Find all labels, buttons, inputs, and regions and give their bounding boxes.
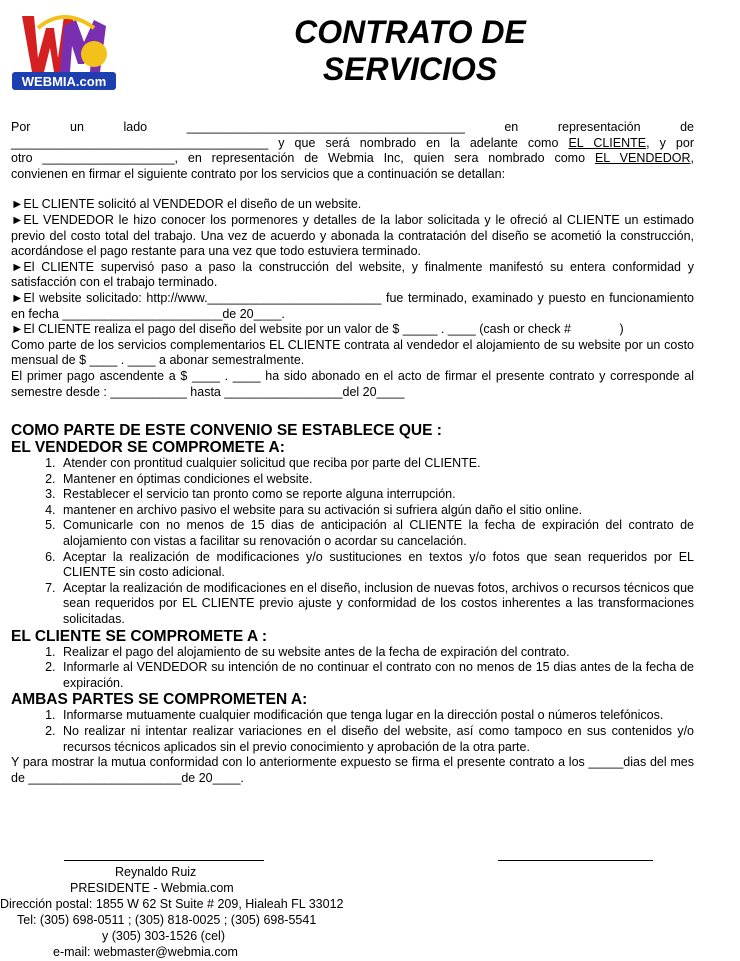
clause-paragraph: ►EL CLIENTE solicitó al VENDEDOR el diseño de un website. <box>11 197 362 212</box>
list-item: 1. Realizar el pago del alojamiento de su website antes de la fecha de expiración del contrato. <box>59 645 694 661</box>
clause-paragraph: Como parte de los servicios complementarios EL CLIENTE contrata al vendedor el alojamiento de su website por un costo mensual de $ ____ . ____ a abonar semestralmente. <box>11 337 694 368</box>
list-item: 5. Comunicarle con no menos de 15 dias de anticipación al CLIENTE la fecha de expiración del contrato de alojamiento con vistas a facilitar su renovación o acordar su cancelación. <box>59 518 694 549</box>
webmia-logo <box>8 6 120 96</box>
vendedor-heading: EL VENDEDOR SE COMPROMETE A: <box>11 439 285 457</box>
list-item: 2. Informarle al VENDEDOR su intención de no continuar el contrato con no menos de 15 dias antes de la fecha de expiración. <box>59 660 694 691</box>
telephones: Tel: (305) 698-0511 ; (305) 818-0025 ; (305) 698-5541 <box>17 913 317 927</box>
cellphone: y (305) 303-1526 (cel) <box>102 929 225 943</box>
intro-line-3: otro ___________________, en representación de Webmia Inc, quien sera nombrado como EL VENDEDOR, <box>11 151 694 166</box>
list-item: 2. No realizar ni intentar realizar variaciones en el diseño del website, así como tampoco en sus contenidos y/o recursos técnicos aplicados sin el previo conocimiento y aprobación de la otra parte. <box>59 724 694 755</box>
clause-paragraph: ►El CLIENTE realiza el pago del diseño del website por un valor de $ _____ . ____ (cash or check # ) <box>11 322 624 337</box>
list-item: 3. Restablecer el servicio tan pronto como se reporte alguna interrupción. <box>59 487 694 503</box>
list-item: 2. Mantener en óptimas condiciones el website. <box>59 472 694 488</box>
title-line-1: CONTRATO DE <box>294 14 526 50</box>
list-item: 1. Atender con prontitud cualquier solicitud que reciba por parte del CLIENTE. <box>59 456 694 472</box>
document-title <box>250 14 570 88</box>
signature-line-cliente <box>498 860 653 861</box>
closing-paragraph: Y para mostrar la mutua conformidad con lo anteriormente expuesto se firma el presente contrato a los _____dias del mes de ______________________de 20____. <box>11 755 694 785</box>
title-line-2: SERVICIOS <box>322 51 498 87</box>
clause-paragraph: ►El website solicitado: http://www._________________________ fue terminado, examinado y puesto en funcionamiento en fecha _______________________de 20____. <box>11 290 694 321</box>
signer-role: PRESIDENTE - Webmia.com <box>70 881 234 895</box>
logo-dot <box>81 41 107 67</box>
list-item: 6. Aceptar la realización de modificaciones y/o sustituciones en textos y/o fotos que sean requeridos por EL CLIENTE sin costo adicional. <box>59 550 694 581</box>
el-vendedor-term: EL VENDEDOR <box>594 151 691 166</box>
intro-line-4: convienen en firmar el siguiente contrato por los servicios que a continuación se detallan: <box>11 166 506 181</box>
signature-line-vendedor <box>64 860 264 861</box>
cliente-list <box>11 645 694 692</box>
ambas-heading: AMBAS PARTES SE COMPROMETEN A: <box>11 691 308 709</box>
intro-line-1: Por un lado ________________________________________ en representación de <box>11 120 694 134</box>
list-item: 4. mantener en archivo pasivo el website para su activación si sufriera algún daño el sitio online. <box>59 503 694 519</box>
convenio-heading: COMO PARTE DE ESTE CONVENIO SE ESTABLECE QUE : <box>11 422 442 440</box>
contract-body <box>11 120 694 786</box>
logo-text: WEBMIA.com <box>21 74 107 89</box>
email: e-mail: webmaster@webmia.com <box>53 945 238 959</box>
postal-address: Dirección postal: 1855 W 62 St Suite # 209, Hialeah FL 33012 <box>0 897 344 911</box>
ambas-list <box>11 708 694 755</box>
list-item: 7. Aceptar la realización de modificaciones en el diseño, inclusion de nuevas fotos, archivos o recursos técnicos que sean requeridos por EL CLIENTE previo ajuste y conformidad de los costos inherentes a las transformaciones solicitadas. <box>59 581 694 628</box>
el-cliente-term: EL CLIENTE <box>568 135 647 150</box>
signature-block <box>0 864 410 960</box>
clause-paragraph: ►El CLIENTE supervisó paso a paso la construcción del website, y finalmente manifestó su entera conformidad y satisfacción con el trabajo terminado. <box>11 259 694 290</box>
intro-line-2: _____________________________________ y que será nombrado en la adelante como EL CLIENTE, y por <box>11 135 694 150</box>
vendedor-list <box>11 456 694 628</box>
signer-name: Reynaldo Ruiz <box>115 865 197 879</box>
list-item: 1. Informarse mutuamente cualquier modificación que tenga lugar en la dirección postal o números telefónicos. <box>59 708 694 724</box>
cliente-heading: EL CLIENTE SE COMPROMETE A : <box>11 627 268 645</box>
clause-paragraph: El primer pago ascendente a $ ____ . ____ ha sido abonado en el acto de firmar el presente contrato y corresponde al semestre desde : ___________ hasta _________________del 20____ <box>11 368 694 399</box>
clause-paragraph: ►EL VENDEDOR le hizo conocer los pormenores y detalles de la labor solicitada y le ofreció al CLIENTE un estimado previo del costo total del trabajo. Una vez de acuerdo y abonada la contratación del diseño se acometió la construcción, acordándose el pago restante para una vez que todo estuviera terminado. <box>11 212 694 259</box>
